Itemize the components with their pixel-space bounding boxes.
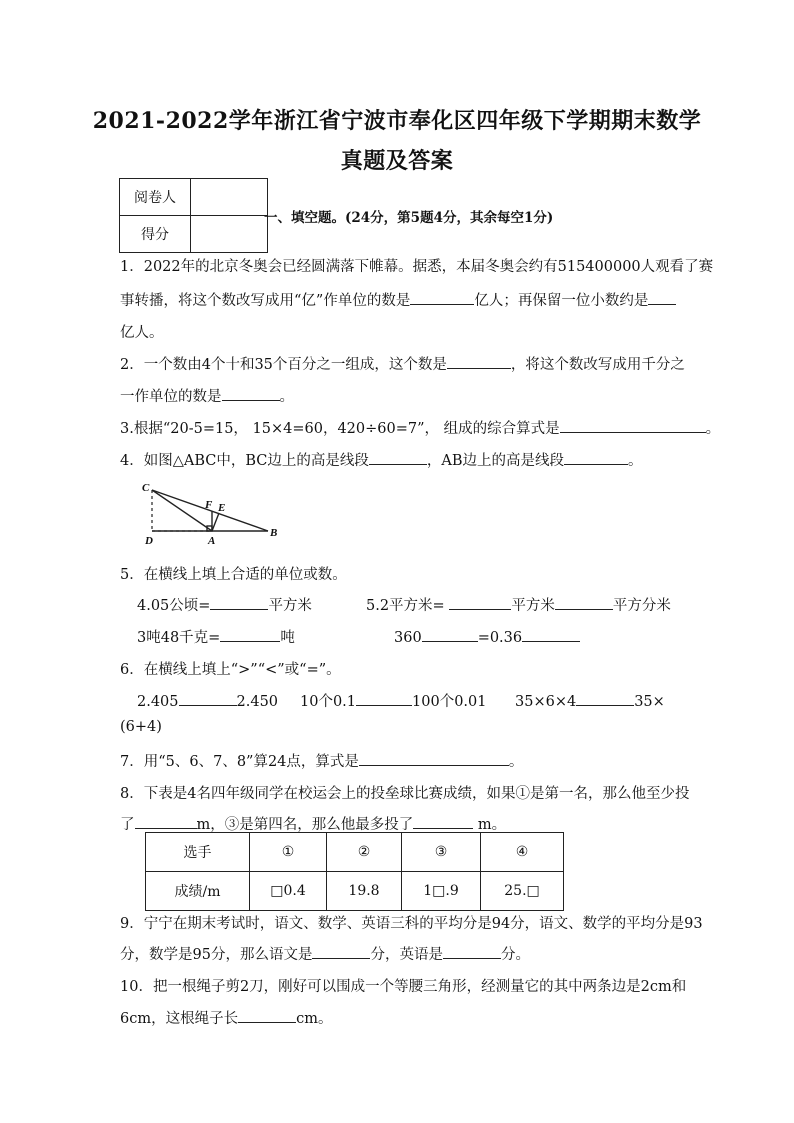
q5-c-text: 3吨48千克= [137, 630, 221, 646]
label-e: E [218, 502, 226, 514]
q9-blank-2 [443, 943, 501, 959]
q6-c-right: 35× [634, 694, 665, 710]
q10-text-a: 6cm，这根绳子长 [120, 1011, 239, 1027]
document-title-line2: 真题及答案 [340, 148, 454, 174]
q6-b-left: 10个0.1 [300, 694, 357, 710]
q2-text-c: 一作单位的数是 [120, 389, 222, 405]
label-b: B [270, 527, 278, 539]
table-row [146, 872, 564, 911]
q5-a [137, 594, 312, 615]
q5-c [137, 626, 295, 647]
q4-text-a: 4．如图△ABC中，BC边上的高是线段 [120, 453, 369, 469]
q3-text-a: 3.根据“20-5=15， 15×4=60，420÷60=7”， 组成的综合算式是 [120, 421, 560, 437]
q9-text-a: 分，数学是95分，那么语文是 [120, 947, 313, 963]
q1-blank-1 [410, 289, 474, 305]
results-table [145, 832, 564, 911]
label-f: F [205, 499, 213, 511]
q5-d-text2: =0.36 [477, 630, 523, 646]
q2-text-d: 。 [279, 389, 294, 405]
q3-line [120, 417, 720, 438]
table-cell: 成绩/m [146, 872, 250, 911]
triangle-figure [140, 478, 300, 548]
document-title-line1: 2021-2022学年浙江省宁波市奉化区四年级下学期期末数学 [92, 108, 702, 134]
reviewer-cell [191, 179, 268, 216]
q6-a-blank [179, 690, 237, 706]
score-cell [191, 216, 268, 253]
q1-blank-2 [648, 289, 676, 305]
q5-d [394, 626, 580, 646]
q6-c-blank [576, 690, 634, 706]
q1-line2 [120, 289, 676, 310]
q5-d-text: 360 [394, 630, 422, 646]
q5-b-text: 5.2平方米= [366, 598, 450, 614]
q5-b [366, 594, 671, 615]
q4-line [120, 449, 643, 470]
q6-c-left: 35×6×4 [515, 694, 577, 710]
score-label: 得分 [120, 216, 191, 253]
q5-b-blank-1 [449, 594, 511, 610]
q10-blank [238, 1007, 296, 1023]
q5-a-blank [210, 594, 268, 610]
q5-d-blank-1 [422, 626, 478, 642]
q8-text-a: 了 [120, 817, 135, 833]
q4-blank-2 [564, 449, 628, 465]
reviewer-label: 阅卷人 [120, 179, 191, 216]
q5-a-unit: 平方米 [268, 598, 312, 614]
q5-stem: 5．在横线上填上合适的单位或数。 [120, 567, 347, 583]
q8-line1: 8．下表是4名四年级同学在校运会上的投垒球比赛成绩，如果①是第一名，那么他至少投 [120, 786, 690, 802]
q5-c-unit: 吨 [280, 630, 295, 646]
q5-b-blank-2 [555, 594, 613, 610]
q5-c-blank [220, 626, 280, 642]
q6-b-right: 100个0.01 [412, 694, 487, 710]
table-cell: 1□.9 [402, 872, 481, 911]
score-box [119, 178, 268, 253]
q1-line1: 1．2022年的北京冬奥会已经圆满落下帷幕。据悉，本届冬奥会约有515400000人观看了赛 [120, 259, 714, 275]
q6-c-cont: (6+4) [120, 719, 162, 735]
q2-line2 [120, 385, 294, 406]
q2-blank-1 [447, 353, 511, 369]
q1-line3: 亿人。 [120, 325, 164, 341]
q2-text-b: ，将这个数改写成用千分之 [510, 357, 685, 373]
q8-text-c: m。 [473, 817, 507, 833]
q10-text-b: cm。 [296, 1011, 333, 1027]
height-ae [212, 513, 219, 531]
table-cell: 19.8 [327, 872, 402, 911]
q6-c [515, 690, 665, 710]
q6-a-right: 2.450 [236, 694, 279, 710]
q6-a-left: 2.405 [137, 694, 179, 710]
q3-text-b: 。 [705, 421, 721, 437]
q8-text-b: m，③是第四名，那么他最多投了 [196, 817, 414, 833]
q5-b-unit2: 平方分米 [612, 598, 671, 614]
label-d: D [145, 535, 153, 547]
q2-blank-2 [222, 385, 280, 401]
edge-ca [152, 490, 212, 531]
q2-line1 [120, 353, 685, 374]
q7-line [120, 750, 523, 771]
q4-blank-1 [369, 449, 427, 465]
section-heading: 一、填空题。(24分，第5题4分，其余每空1分) [264, 210, 554, 226]
table-cell: □0.4 [250, 872, 327, 911]
q4-text-c: 。 [628, 453, 643, 469]
q9-text-c: 分。 [500, 947, 530, 963]
q2-text-a: 2．一个数由4个十和35个百分之一组成，这个数是 [120, 357, 447, 373]
q8-blank-1 [135, 813, 197, 829]
q6-b-blank [356, 690, 412, 706]
q5-d-blank-2 [522, 626, 580, 642]
q7-text-a: 7．用“5、6、7、8”算24点，算式是 [120, 754, 359, 770]
table-header: 选手 [146, 833, 250, 872]
q3-blank [560, 417, 706, 433]
q4-text-b: ，AB边上的高是线段 [426, 453, 565, 469]
table-header-row [146, 833, 564, 872]
q9-line1: 9．宁宁在期末考试时，语文、数学、英语三科的平均分是94分，语文、数学的平均分是93 [120, 916, 703, 932]
q10-line1: 10．把一根绳子剪2刀，刚好可以围成一个等腰三角形，经测量它的其中两条边是2cm和 [120, 979, 687, 995]
q7-blank [359, 750, 509, 766]
q6-stem: 6．在横线上填上“>”“<”或“=”。 [120, 662, 341, 678]
table-header: ④ [481, 833, 564, 872]
q8-line2 [120, 813, 506, 834]
q6-b [300, 690, 486, 711]
table-cell: 25.□ [481, 872, 564, 911]
table-header: ③ [402, 833, 481, 872]
q9-line2 [120, 943, 530, 964]
label-a: A [208, 535, 216, 547]
q7-text-b: 。 [508, 754, 524, 770]
q5-a-text: 4.05公顷= [137, 598, 211, 614]
q10-line2 [120, 1007, 332, 1028]
label-c: C [142, 482, 150, 494]
q1-text-b: 亿人；再保留一位小数约是 [474, 293, 649, 309]
q5-b-unit1: 平方米 [511, 598, 555, 614]
q9-blank-1 [312, 943, 370, 959]
q1-text-a: 事转播，将这个数改写成用“亿”作单位的数是 [120, 293, 411, 309]
table-header: ① [250, 833, 327, 872]
q9-text-b: 分，英语是 [370, 947, 443, 963]
q6-a [137, 690, 278, 710]
table-header: ② [327, 833, 402, 872]
q8-blank-2 [413, 813, 473, 829]
